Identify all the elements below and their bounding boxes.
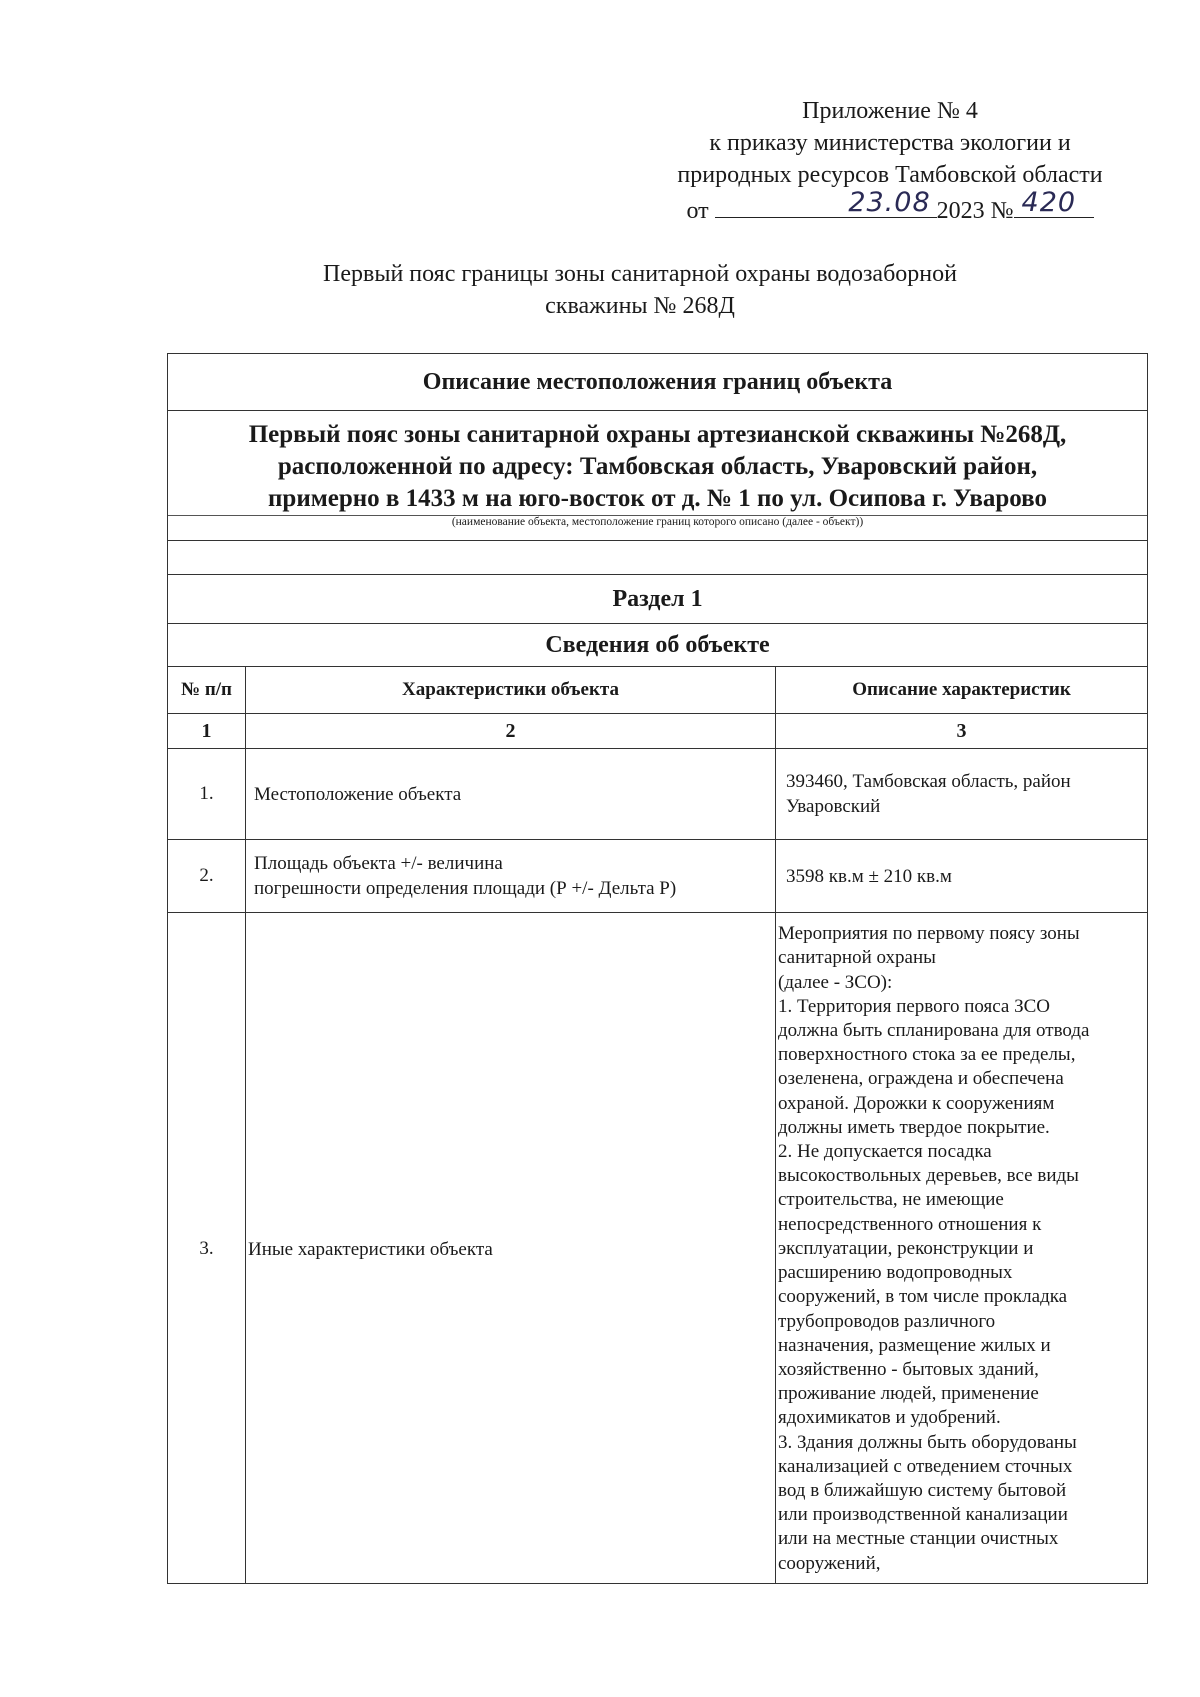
date-blank: [715, 187, 937, 218]
number-blank: [1014, 187, 1094, 218]
row-characteristic: Местоположение объекта: [246, 749, 776, 840]
order-date-line: [620, 187, 1160, 227]
row-number: 1.: [168, 749, 246, 840]
row-description: Мероприятия по первому поясу зоны санитарной охраны (далее - ЗСО): 1. Территория первого пояса ЗСО должна быть спланирована для отвода поверхностного стока за ее пределы, озеленена, ограждена и обеспечена охраной. Дорожки к сооружениям должны иметь твердое покрытие. 2. Не допускается посадка высокоствольных деревьев, все виды строительства, не имеющие непосредственного отношения к эксплуатации, реконструкции и расширению водопроводных сооружений, в том числе прокладка трубопроводов различного назначения, размещение жилых и хозяйственно - бытовых зданий, проживание людей, применение ядохимикатов и удобрений. 3. Здания должны быть оборудованы канализацией с отведением сточных вод в ближайшую систему бытовой или производственной канализации или на местные станции очистных сооружений,: [776, 913, 1148, 1584]
object-name-line2: расположенной по адресу: Тамбовская область, Уваровский район,: [277, 453, 1038, 480]
row-characteristic: Иные характеристики объекта: [246, 913, 776, 1584]
object-name-line1: Первый пояс зоны санитарной охраны артезианской скважины №268Д,: [248, 421, 1067, 448]
document-title: [240, 258, 1040, 322]
section-title: Описание местоположения границ объекта: [168, 354, 1148, 411]
table-row: [168, 749, 1148, 840]
object-name-line3: примерно в 1433 м на юго-восток от д. № 1 по ул. Осипова г. Уварово: [268, 485, 1047, 512]
document-title-line1: Первый пояс границы зоны санитарной охраны водозаборной: [323, 261, 957, 287]
column-header-description: Описание характеристик: [776, 667, 1148, 714]
boundary-description-table: [167, 353, 1148, 1584]
column-index-1: 1: [168, 714, 246, 749]
appendix-header: [620, 95, 1160, 227]
row-description: 3598 кв.м ± 210 кв.м: [776, 840, 1148, 913]
order-reference-line1: к приказу министерства экологии и: [709, 130, 1071, 156]
document-title-line2: скважины № 268Д: [545, 293, 735, 319]
order-reference-line2: природных ресурсов Тамбовской области: [677, 162, 1103, 188]
row-number: 2.: [168, 840, 246, 913]
handwritten-number: 420: [1021, 187, 1077, 218]
year-label: 2023 №: [936, 198, 1014, 224]
from-label: от: [686, 198, 709, 224]
object-name-caption: (наименование объекта, местоположение границ которого описано (далее - объект)): [168, 516, 1148, 541]
column-header-characteristic: Характеристики объекта: [246, 667, 776, 714]
section-number: Раздел 1: [168, 575, 1148, 624]
table-row: [168, 913, 1148, 1584]
row-characteristic: Площадь объекта +/- величина погрешности определения площади (Р +/- Дельта Р): [246, 840, 776, 913]
column-index-3: 3: [776, 714, 1148, 749]
row-description: 393460, Тамбовская область, район Уваровский: [776, 749, 1148, 840]
table-row: [168, 840, 1148, 913]
appendix-number: Приложение № 4: [802, 98, 978, 124]
object-name: [168, 411, 1148, 516]
spacer-row: [168, 541, 1148, 575]
handwritten-date: 23.08: [848, 187, 931, 218]
section-subtitle: Сведения об объекте: [168, 624, 1148, 667]
column-index-2: 2: [246, 714, 776, 749]
column-header-number: № п/п: [168, 667, 246, 714]
row-number: 3.: [168, 913, 246, 1584]
